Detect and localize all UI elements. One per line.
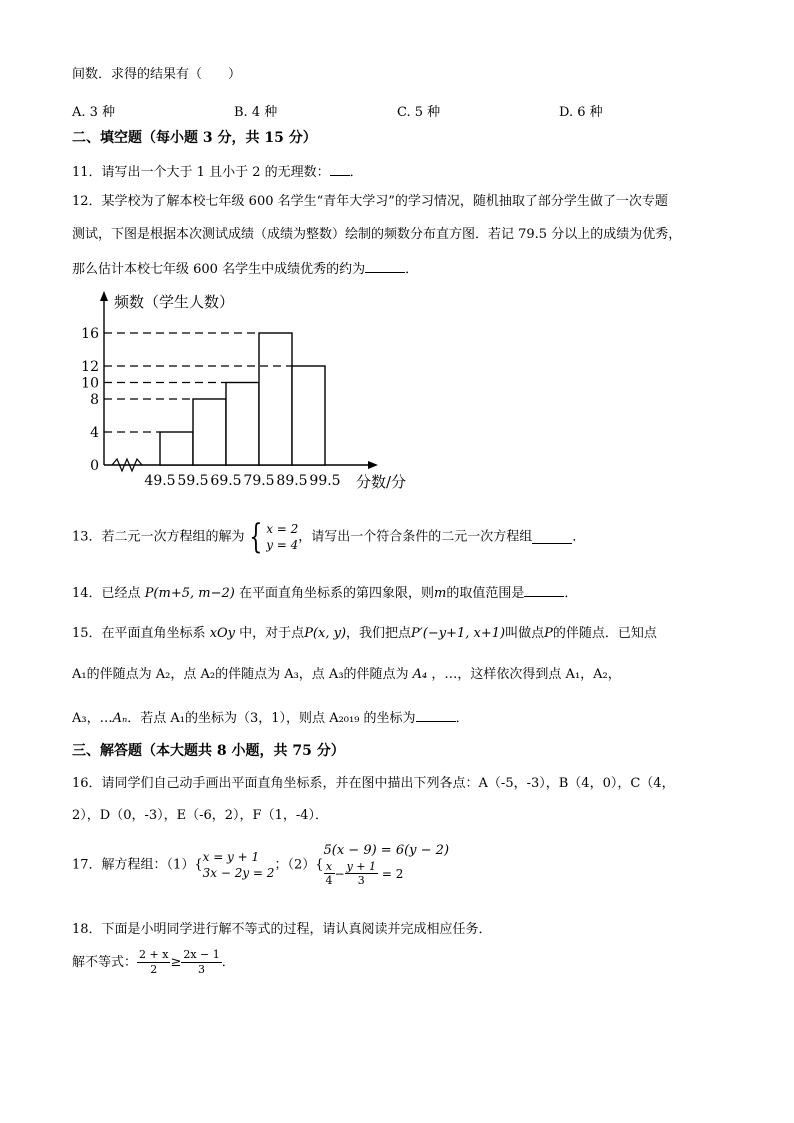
histogram-bar — [226, 383, 259, 466]
q15-a4: A₄ — [412, 667, 428, 682]
question-11 — [72, 163, 363, 179]
system-1 — [203, 849, 275, 881]
q14-pre: 14．已经点 — [72, 586, 141, 601]
q13-pre: 13．若二元一次方程组的解为 — [72, 529, 245, 545]
question-13 — [72, 517, 586, 557]
answer-blank — [532, 531, 572, 544]
q14-post: 的取值范围是 — [446, 586, 525, 601]
x-tick-label: 89.5 — [276, 473, 308, 489]
answer-blank — [524, 584, 564, 597]
q15-line-2-b: ，…，这样依次得到点 A₁，A₂， — [431, 667, 621, 682]
option-d: D. 6 种 — [559, 105, 603, 120]
q15-pxy: P(x, y) — [304, 626, 347, 641]
q15-line-2 — [72, 668, 621, 681]
x-tick-label: 79.5 — [243, 473, 275, 489]
q18-line-1: 18．下面是小明同学进行解不等式的过程，请认真阅读并完成相应任务． — [72, 922, 492, 937]
q15-line-3 — [72, 709, 469, 725]
answer-blank — [416, 709, 456, 722]
q16-line-2: 2），D（0，-3），E（-6，2），F（1，-4）． — [72, 808, 329, 823]
q17-pre: 17．解方程组：（1） — [72, 857, 195, 873]
q12-line-3 — [72, 260, 418, 276]
s2-eq-1: 5(x − 9) = 6(y − 2) — [323, 843, 450, 858]
answer-blank — [330, 163, 350, 176]
y-tick-label: 10 — [81, 375, 99, 392]
section-2-title: 二、填空题（每小题 3 分，共 15 分） — [72, 130, 317, 146]
q12-line-2: 测试，下图是根据本次测试成绩（成绩为整数）绘制的频数分布直方图．若记 79.5 分以上的成绩为优秀， — [72, 227, 682, 242]
y-tick-label: 16 — [81, 326, 99, 342]
y-tick-label: 0 — [90, 458, 99, 474]
solution-system — [266, 521, 298, 553]
q12-line-3-text: 那么估计本校七年级 600 名学生中成绩优秀的约为 — [72, 262, 366, 277]
histogram-bar — [193, 399, 226, 465]
q15-end: ． — [455, 711, 469, 726]
fraction-y1-3: $\frac{y + 1}{3}$ — [346, 859, 376, 888]
q15-line-2-a: A₁的伴随点为 A₂，点 A₂的伴随点为 A₃，点 A₃的伴随点为 — [72, 667, 409, 682]
s2-rhs: = 2 — [381, 866, 404, 881]
x-tick-label: 99.5 — [309, 473, 341, 489]
q14-mid: 在平面直角坐标系的第四象限，则 — [238, 586, 434, 601]
x-axis-arrow — [368, 461, 378, 469]
q16-line-1: 16．请同学们自己动手画出平面直角坐标系，并在图中描出下列各点：A（-5，-3），B（4，0），C（4， — [72, 776, 675, 791]
fraction-right: $\frac{2x - 1}{3}$ — [183, 948, 220, 976]
q15-pprime: P′(−y+1, x+1) — [411, 626, 506, 641]
x-tick-label: 49.5 — [144, 473, 176, 489]
system-eq-2: y = 4 — [266, 538, 299, 552]
q14-point: P(m+5, m−2) — [144, 586, 235, 601]
question-14 — [72, 584, 577, 600]
q14-end: ． — [564, 586, 578, 601]
system-2: 5(x − 9) = 6(y − 2) $\frac{x}{4}$ − $\frac{y + 1}{3}$ = 2 — [323, 843, 450, 888]
q15-line-3-a: A₃，… — [72, 711, 113, 726]
left-brace: { — [248, 517, 262, 557]
q10-stem-tail: 间数．求得的结果有（ ） — [72, 67, 242, 82]
q15-text-e: 的伴随点．已知点 — [552, 626, 657, 641]
fraction-left: $\frac{2 + x}{2}$ — [139, 948, 169, 976]
y-tick-label: 8 — [90, 392, 99, 408]
q11-text: 11．请写出一个大于 1 且小于 2 的无理数： — [72, 165, 330, 180]
q15-text-a: 15．在平面直角坐标系 — [72, 626, 206, 641]
q15-xoy: xOy — [209, 626, 236, 641]
x-tick-label: 59.5 — [177, 473, 209, 489]
q13-end: ． — [572, 529, 586, 545]
system-eq-1: x = 2 — [266, 521, 299, 536]
question-17: 17．解方程组：（1）{ x = y + 1 3x − 2y = 2 ；（2）{ 5(x − 9) = 6(y − 2) $\frac{x}{4}$ − $\frac{y + 1}{3}$ = 2 — [72, 843, 450, 888]
s1-eq-1: x = y + 1 — [202, 849, 260, 864]
x-axis-label: 分数/分 — [356, 473, 407, 491]
geq-sign: ≥ — [170, 954, 182, 970]
q13-post: ，请写出一个符合条件的二元一次方程组 — [298, 529, 533, 545]
y-tick-label: 4 — [90, 425, 99, 441]
q18-pre: 解不等式： — [72, 954, 138, 970]
q17-sep: ；（2） — [274, 857, 316, 873]
option-a: A. 3 种 — [72, 105, 116, 120]
option-b: B. 4 种 — [234, 105, 278, 120]
q11-end: ． — [349, 165, 363, 180]
y-axis-arrow — [100, 291, 108, 301]
s1-eq-2: 3x − 2y = 2 — [202, 866, 275, 881]
x-tick-label: 69.5 — [210, 473, 242, 489]
option-c: C. 5 种 — [397, 105, 441, 120]
q14-var: m — [433, 586, 447, 601]
histogram-bar — [160, 432, 193, 465]
q15-an: Aₙ — [112, 711, 128, 726]
q18-end: ． — [221, 954, 235, 970]
q15-text-c: ，我们把点 — [346, 626, 412, 641]
q12-line-1: 12．某学校为了解本校七年级 600 名学生“青年大学习”的学习情况，随机抽取了部分学生做了一次专题 — [72, 194, 668, 209]
histogram-bar — [259, 333, 292, 465]
q18-inequality — [72, 948, 235, 977]
q15-text-b: 中，对于点 — [239, 626, 305, 641]
q15-line-1 — [72, 627, 657, 640]
section-3-title: 三、解答题（本大题共 8 小题，共 75 分） — [72, 743, 345, 759]
fraction-x-4: $\frac{x}{4}$ — [325, 859, 333, 888]
histogram-bar — [292, 366, 325, 465]
answer-blank — [365, 260, 405, 273]
q15-line-3-b: ．若点 A₁的坐标为（3，1），则点 A₂₀₁₉ 的坐标为 — [127, 711, 416, 726]
q12-end: ． — [405, 262, 419, 277]
y-tick-label: 12 — [81, 359, 99, 375]
q15-text-d: 叫做点 — [505, 626, 545, 641]
frequency-histogram — [80, 285, 420, 495]
q15-p: P — [544, 626, 553, 641]
y-axis-label: 频数（学生人数） — [114, 293, 235, 311]
